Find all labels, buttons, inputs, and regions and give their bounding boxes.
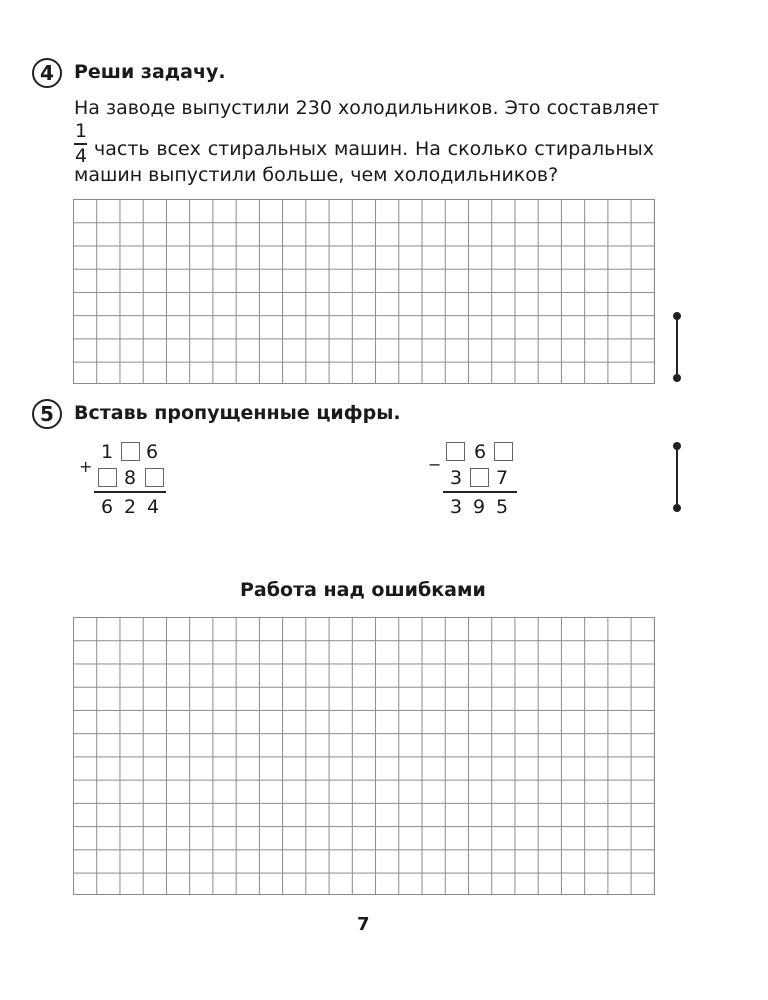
corrections-grid[interactable]: [73, 617, 655, 895]
result-digit: 9: [472, 496, 486, 518]
fraction-denominator: 4: [74, 145, 88, 167]
digit: 8: [123, 467, 137, 489]
result-digit: 3: [449, 496, 463, 518]
digit: 3: [449, 467, 463, 489]
score-line: [676, 316, 678, 378]
missing-digit-box[interactable]: [98, 468, 117, 487]
result-digit: 4: [146, 496, 160, 518]
page-number: 7: [357, 914, 370, 935]
fraction-numerator: 1: [74, 120, 88, 142]
task-title: Реши задачу.: [74, 61, 226, 83]
result-digit: 2: [123, 496, 137, 518]
problem-text-line-1: На заводе выпустили 230 холодильников. Это составляет: [74, 97, 660, 119]
missing-digit-box[interactable]: [145, 468, 164, 487]
problem-text-line-3: машин выпустили больше, чем холодильников?: [74, 164, 559, 186]
result-digit: 6: [100, 496, 114, 518]
task-title: Вставь пропущенные цифры.: [74, 402, 401, 424]
score-dot-top: [673, 442, 681, 450]
digit: 6: [473, 441, 487, 463]
digit: 7: [495, 467, 509, 489]
missing-digit-box[interactable]: [121, 442, 140, 461]
missing-digit-box[interactable]: [446, 442, 465, 461]
score-dot-bottom: [673, 374, 681, 382]
score-dot-top: [673, 312, 681, 320]
digit: 1: [100, 441, 114, 463]
plus-sign: +: [79, 457, 93, 476]
digit: 6: [145, 441, 159, 463]
score-dot-bottom: [673, 504, 681, 512]
difference-line: [443, 491, 517, 493]
answer-grid[interactable]: [73, 199, 655, 384]
minus-sign: −: [428, 455, 442, 474]
section-title: Работа над ошибками: [240, 579, 486, 601]
task-number-badge: 4: [32, 58, 62, 88]
task-number-badge: 5: [32, 399, 62, 429]
result-digit: 5: [495, 496, 509, 518]
score-line: [676, 446, 678, 508]
missing-digit-box[interactable]: [494, 442, 513, 461]
missing-digit-box[interactable]: [470, 468, 489, 487]
sum-line: [94, 491, 166, 493]
problem-text-line-2: часть всех стиральных машин. На сколько стиральных: [94, 138, 654, 160]
